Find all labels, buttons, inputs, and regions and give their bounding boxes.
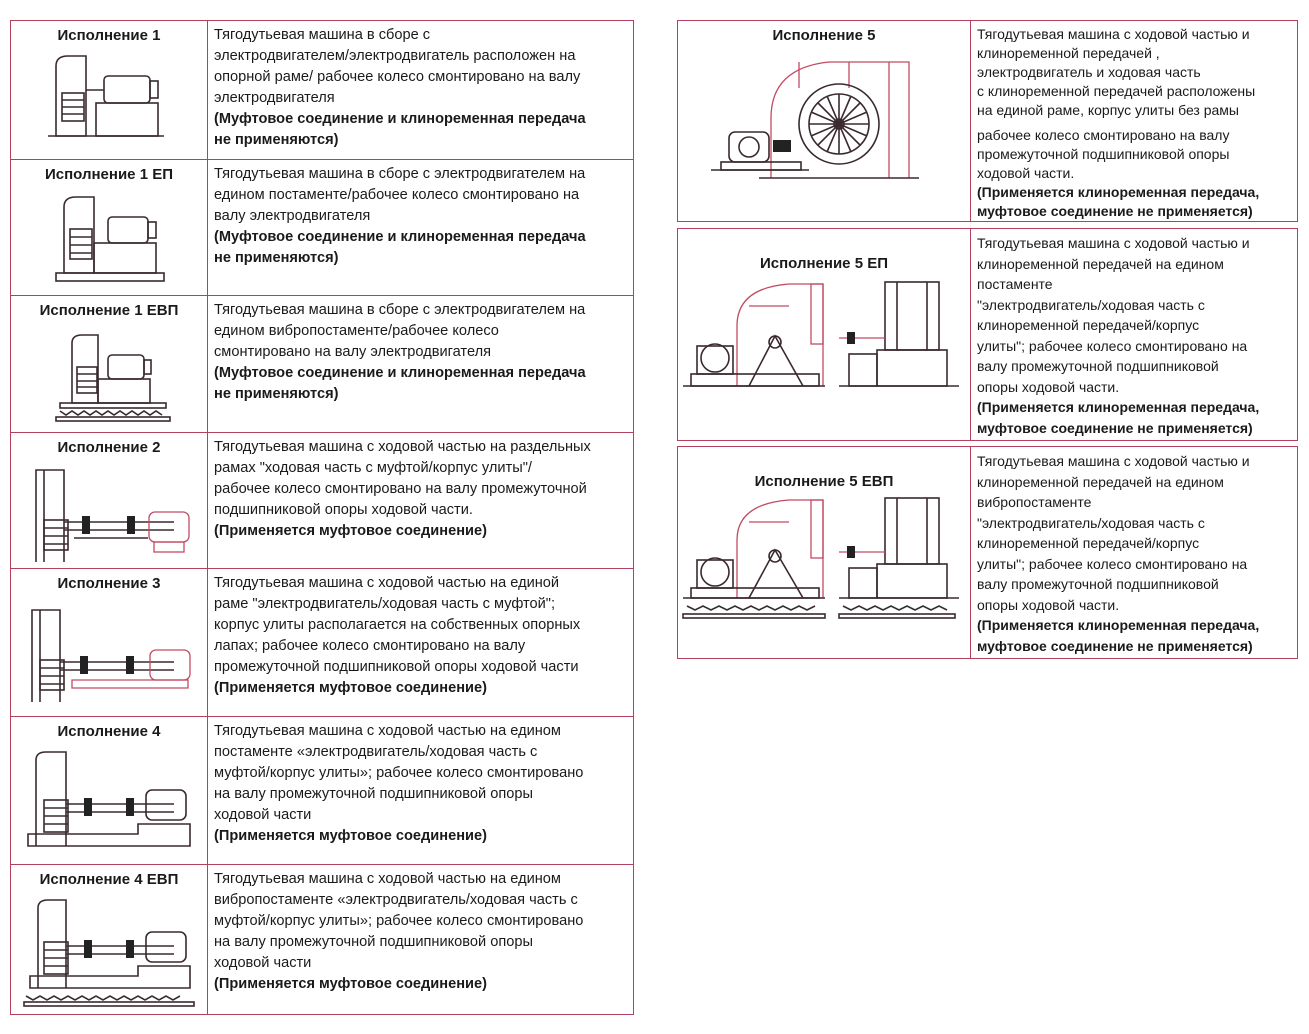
variant-name: Исполнение 4 <box>57 723 161 740</box>
fan-drawing-icon <box>699 48 949 188</box>
variant-name: Исполнение 5 <box>772 27 876 44</box>
description-note: (Муфтовое соединение и клиноременная передача не применяются) <box>214 365 586 402</box>
variant-description: Тягодутьевая машина в сборе с электродвигателем на едином вибропостаменте/рабочее колесо смонтировано на валу электродвигателя (Муфтовое соединение и клиноременная передача не применяются) <box>208 296 634 433</box>
left-variants-table <box>10 20 634 1015</box>
variant-image-cell <box>678 21 971 222</box>
variant-name: Исполнение 3 <box>57 575 161 592</box>
variant-image-cell <box>11 433 208 569</box>
variant-description: Тягодутьевая машина с ходовой частью на единой раме "электродвигатель/ходовая часть с муфтой"; корпус улиты располагается на собственных опорных лапах; рабочее колесо смонтировано на валу промежуточной подшипниковой опоры ходовой части (Применяется муфтовое соединение) <box>208 569 634 717</box>
variant-description: Тягодутьевая машина с ходовой частью на едином постаменте «электродвигатель/ходовая часть с муфтой/корпус улиты»; рабочее колесо смонтировано на валу промежуточной подшипниковой опоры ходовой части (Применяется муфтовое соединение) <box>208 717 634 865</box>
description-note: (Применяется муфтовое соединение) <box>214 523 487 539</box>
fan-drawing-icon <box>14 460 204 565</box>
variant-description <box>208 21 634 160</box>
variant-name: Исполнение 1 ЕВП <box>39 302 179 319</box>
variant-row <box>11 296 634 433</box>
variant-row <box>678 229 1298 441</box>
description-note: (Применяется муфтовое соединение) <box>214 680 487 696</box>
variant-name: Исполнение 1 <box>57 27 161 44</box>
description-note: (Муфтовое соединение и клиноременная передача не применяются) <box>214 229 586 266</box>
variant-name: Исполнение 1 ЕП <box>45 166 173 183</box>
fan-drawing-icon <box>14 892 204 1010</box>
variant-name: Исполнение 5 ЕВП <box>754 473 894 490</box>
variant-row <box>11 865 634 1015</box>
variant-image-cell <box>11 717 208 865</box>
description-line: электродвигателя <box>214 90 335 106</box>
description-note: (Применяется клиноременная передача, муфтовое соединение не применяется) <box>977 399 1260 436</box>
variant-description: Тягодутьевая машина с ходовой частью и клиноременной передачей на едином постаменте "электродвигатель/ходовая часть с клиноременной передачей/корпус улиты"; рабочее колесо смонтировано на валу промежуточной подшипниковой опоры ходовой части. (Применяется клиноременная передача, муфтовое соединение не применяется) <box>971 229 1298 441</box>
description-note: (Применяется клиноременная передача, муфтовое соединение не применяется) <box>977 617 1260 654</box>
variant-row <box>11 160 634 296</box>
variant-image-cell <box>678 447 971 659</box>
fan-drawing-icon <box>14 596 204 706</box>
variant-row <box>11 433 634 569</box>
variant-name: Исполнение 4 ЕВП <box>39 871 179 888</box>
variant-description: Тягодутьевая машина с ходовой частью и клиноременной передачей на едином вибропостаменте "электродвигатель/ходовая часть с клиноременной передачей/корпус улиты"; рабочее колесо смонтировано на валу промежуточной подшипниковой опоры ходовой части. (Применяется клиноременная передача, муфтовое соединение не применяется) <box>971 447 1298 659</box>
variant-5ep-table <box>677 228 1298 441</box>
description-note: (Муфтовое соединение и клиноременная передача не применяются) <box>214 111 586 148</box>
fan-drawing-icon <box>679 494 969 634</box>
variant-image-cell <box>678 229 971 441</box>
description-note: (Применяется муфтовое соединение) <box>214 828 487 844</box>
variant-row <box>11 717 634 865</box>
description-note: (Применяется клиноременная передача, муфтовое соединение не применяется) <box>977 184 1260 219</box>
variant-name: Исполнение 5 ЕП <box>760 255 888 272</box>
description-line: электродвигателем/электродвигатель расположен на <box>214 48 576 64</box>
variant-row <box>678 447 1298 659</box>
variant-row <box>11 21 634 160</box>
description-line: опорной раме/ рабочее колесо смонтировано на валу <box>214 69 581 85</box>
variant-5-table <box>677 20 1298 222</box>
variant-row <box>11 569 634 717</box>
fan-drawing-icon <box>44 323 174 423</box>
fan-drawing-icon <box>14 744 204 856</box>
variant-row <box>678 21 1298 222</box>
fan-drawing-icon <box>679 276 969 406</box>
variant-name: Исполнение 2 <box>57 439 161 456</box>
variant-description: Тягодутьевая машина с ходовой частью на едином вибропостаменте «электродвигатель/ходовая часть с муфтой/корпус улиты»; рабочее колесо смонтировано на валу промежуточной подшипниковой опоры ходовой части (Применяется муфтовое соединение) <box>208 865 634 1015</box>
variant-image-cell <box>11 160 208 296</box>
variant-5evp-table <box>677 446 1298 659</box>
variant-description: Тягодутьевая машина с ходовой частью и клиноременной передачей , электродвигатель и ходовая часть с клиноременной передачей расположены на единой раме, корпус улиты без рамы рабочее колесо смонтировано на валу промежуточной подшипниковой опоры ходовой части. (Применяется клиноременная передача, муфтовое соединение не применяется) <box>971 21 1298 222</box>
variant-description: Тягодутьевая машина в сборе с электродвигателем на едином постаменте/рабочее колесо смонтировано на валу электродвигателя (Муфтовое соединение и клиноременная передача не применяются) <box>208 160 634 296</box>
description-note: (Применяется муфтовое соединение) <box>214 976 487 992</box>
variant-image-cell <box>11 21 208 160</box>
variant-image-cell <box>11 865 208 1015</box>
description-line: Тягодутьевая машина в сборе с <box>214 27 431 43</box>
variant-description: Тягодутьевая машина с ходовой частью на раздельных рамах "ходовая часть с муфтой/корпус улиты"/ рабочее колесо смонтировано на валу промежуточной подшипниковой опоры ходовой части. (Применяется муфтовое соединение) <box>208 433 634 569</box>
variant-image-cell <box>11 296 208 433</box>
fan-drawing-icon <box>44 48 174 143</box>
variant-image-cell <box>11 569 208 717</box>
fan-drawing-icon <box>44 187 174 287</box>
